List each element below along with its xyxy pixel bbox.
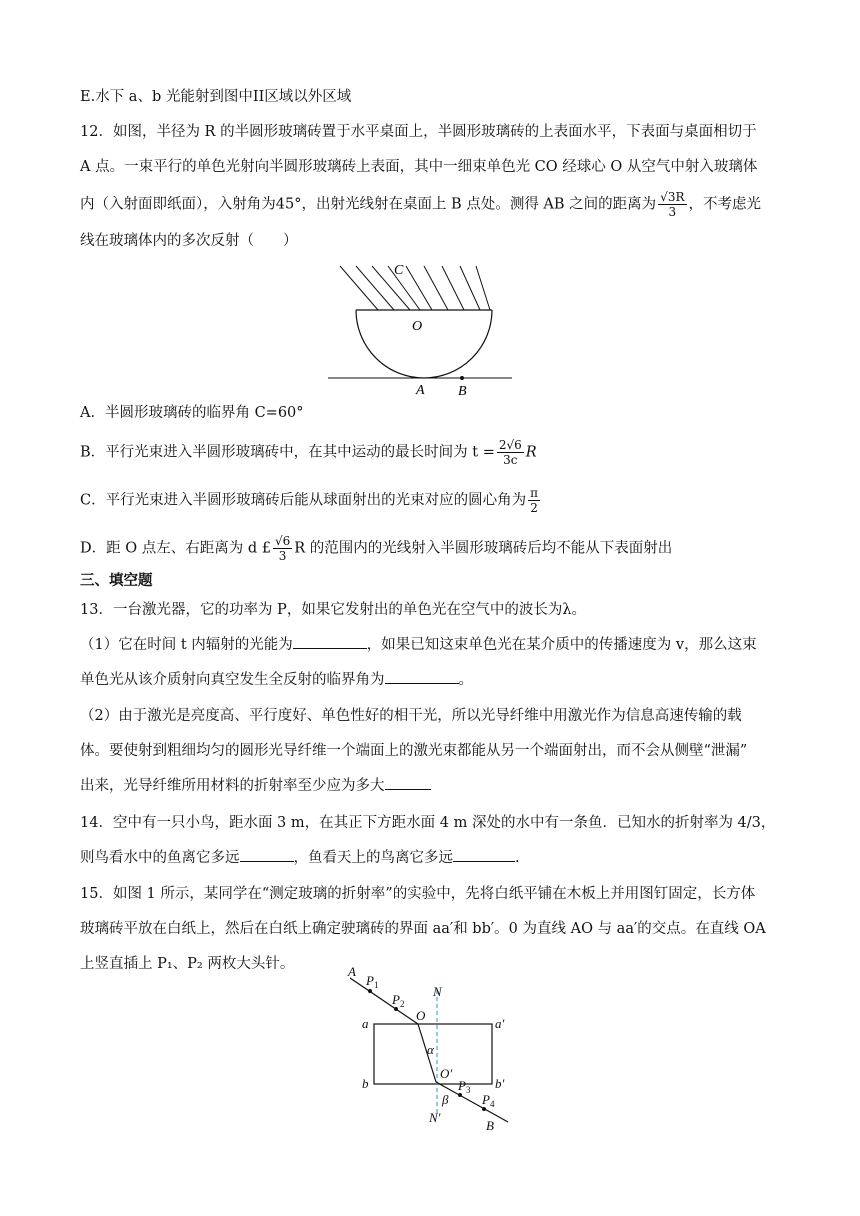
label-b-point: B bbox=[486, 1118, 494, 1133]
option-c-text: C．平行光束进入半圆形玻璃砖后能从球面射出的光束对应的圆心角为 bbox=[80, 492, 527, 509]
incident-rays bbox=[340, 266, 490, 310]
section-heading: 三、填空题 bbox=[80, 572, 153, 589]
label-p1: $P_1$ bbox=[366, 973, 379, 990]
q13-line-2 bbox=[80, 634, 780, 656]
label-beta: β bbox=[442, 1092, 449, 1107]
q14-line-2-tail: . bbox=[515, 850, 520, 866]
q14-line-2 bbox=[80, 847, 780, 869]
label-a-lower: a bbox=[362, 1016, 369, 1031]
q13-line-3-text: 单色光从该介质射向真空发生全反射的临界角为 bbox=[80, 672, 385, 688]
pin-p2 bbox=[394, 1007, 398, 1011]
angle-fraction bbox=[528, 486, 540, 515]
fraction-denominator: 3c bbox=[503, 453, 518, 467]
label-alpha: α bbox=[427, 1042, 434, 1057]
fraction-numerator: 2√6 bbox=[498, 438, 522, 452]
time-fraction bbox=[497, 438, 524, 467]
label-n: N bbox=[433, 984, 442, 999]
label-p3: $P_3$ bbox=[458, 1078, 471, 1095]
option-d-tail: R 的范围内的光线射入半圆形玻璃砖后均不能从下表面射出 bbox=[294, 540, 673, 557]
q13-line-4: （2）由于激光是亮度高、平行度好、单色性好的相干光，所以光导纤维中用激光作为信息高速传输的载 bbox=[80, 708, 742, 724]
q13-line-6-text: 出来，光导纤维所用材料的折射率至少应为多大 bbox=[80, 778, 385, 794]
option-b bbox=[80, 438, 780, 467]
q13-line-3 bbox=[80, 669, 780, 691]
label-p2: $P_2$ bbox=[392, 992, 405, 1009]
q15-line-3: 上竖直插上 P₁、P₂ 两枚大头针。 bbox=[80, 956, 295, 972]
pin-p3 bbox=[458, 1093, 462, 1097]
q14-line-2-mid: ，鱼看天上的鸟离它多远 bbox=[293, 850, 453, 866]
label-b-prime: b′ bbox=[495, 1076, 505, 1091]
label-a-point: A bbox=[348, 964, 356, 979]
fraction-numerator: √6 bbox=[274, 534, 291, 548]
fraction-numerator: √3R bbox=[660, 190, 685, 204]
label-o-point: O bbox=[416, 1008, 426, 1023]
q12-line-4: 线在玻璃体内的多次反射（ ） bbox=[80, 233, 298, 249]
semicircle-glass-figure bbox=[320, 258, 520, 398]
option-d-text: D．距 O 点左、右距离为 d £ bbox=[80, 540, 271, 557]
q13-line-1: 13．一台激光器，它的功率为 P，如果它发射出的单色光在空气中的波长为λ。 bbox=[80, 602, 587, 618]
distance-fraction bbox=[273, 534, 292, 563]
option-c bbox=[80, 486, 780, 515]
option-a: A．半圆形玻璃砖的临界角 C=60° bbox=[80, 405, 304, 421]
option-b-text: B．平行光束进入半圆形玻璃砖中，在其中运动的最长时间为 t = bbox=[80, 444, 495, 461]
fraction-denominator: 3 bbox=[668, 205, 677, 219]
q13-line-2-text: （1）它在时间 t 内辐射的光能为 bbox=[80, 637, 293, 653]
answer-blank bbox=[453, 847, 515, 862]
q12-line-1: 12．如图，半径为 R 的半圆形玻璃砖置于水平桌面上，半圆形玻璃砖的上表面水平，下表面与桌面相切于 bbox=[80, 124, 757, 140]
q13-line-5: 体。要使射到粗细均匀的圆形光导纤维一个端面上的激光束都能从另一个端面射出，而不会从侧壁“泄漏” bbox=[80, 743, 748, 759]
label-n-prime: N′ bbox=[429, 1110, 441, 1125]
label-a-prime: a′ bbox=[495, 1016, 505, 1031]
fraction-denominator: 3 bbox=[278, 549, 287, 563]
answer-blank bbox=[240, 847, 294, 862]
label-b: B bbox=[458, 384, 467, 398]
answer-blank bbox=[385, 775, 431, 790]
q13-line-6 bbox=[80, 775, 780, 797]
option-d bbox=[80, 534, 780, 563]
label-o-prime: O′ bbox=[440, 1066, 453, 1081]
option-b-r: R bbox=[525, 444, 537, 461]
answer-blank bbox=[385, 669, 459, 684]
q12-line-3-text: 内（入射面即纸面），入射角为45°，出射光线射在桌面上 B 点处。测得 AB 之间的距离为 bbox=[80, 196, 657, 213]
label-p4: $P_4$ bbox=[482, 1092, 495, 1109]
option-e: E.水下 a、b 光能射到图中II区域以外区域 bbox=[80, 89, 352, 105]
q13-line-3-tail: 。 bbox=[458, 672, 473, 688]
label-a: A bbox=[416, 383, 425, 398]
pin-p1 bbox=[368, 989, 372, 993]
fraction-denominator: 2 bbox=[530, 501, 538, 515]
label-b-lower: b bbox=[362, 1076, 369, 1091]
glass-curved-surface bbox=[356, 310, 492, 378]
q15-line-2: 玻璃砖平放在白纸上，然后在白纸上确定驶璃砖的界面 aa′和 bb′。0 为直线 AO 与 aa′的交点。在直线 OA bbox=[80, 921, 766, 937]
q12-line-3 bbox=[80, 190, 780, 219]
answer-blank bbox=[293, 634, 367, 649]
incident-ray bbox=[350, 978, 418, 1024]
point-b-dot bbox=[460, 376, 464, 380]
fraction-numerator: π bbox=[530, 486, 538, 500]
pin-p4 bbox=[482, 1107, 486, 1111]
q14-line-1: 14．空中有一只小鸟，距水面 3 m，在其正下方距水面 4 m 深处的水中有一条鱼．已知水的折射率为 4/3， bbox=[80, 815, 776, 831]
q15-line-1: 15．如图 1 所示，某同学在“测定玻璃的折射率”的实验中，先将白纸平铺在木板上并用图钉固定，长方体 bbox=[80, 886, 756, 902]
q13-line-2-tail: ，如果已知这束单色光在某介质中的传播速度为 v，那么这束 bbox=[366, 637, 757, 653]
label-c: C bbox=[394, 263, 404, 278]
ab-distance-fraction bbox=[658, 190, 686, 219]
glass-refraction-figure bbox=[336, 964, 536, 1140]
q12-line-3-tail: ，不考虑光 bbox=[688, 196, 761, 213]
q12-line-2: A 点。一束平行的单色光射向半圆形玻璃砖上表面，其中一细束单色光 CO 经球心 O 从空气中射入玻璃体 bbox=[80, 159, 758, 175]
label-o: O bbox=[412, 319, 423, 334]
q14-line-2-text: 则鸟看水中的鱼离它多远 bbox=[80, 850, 240, 866]
